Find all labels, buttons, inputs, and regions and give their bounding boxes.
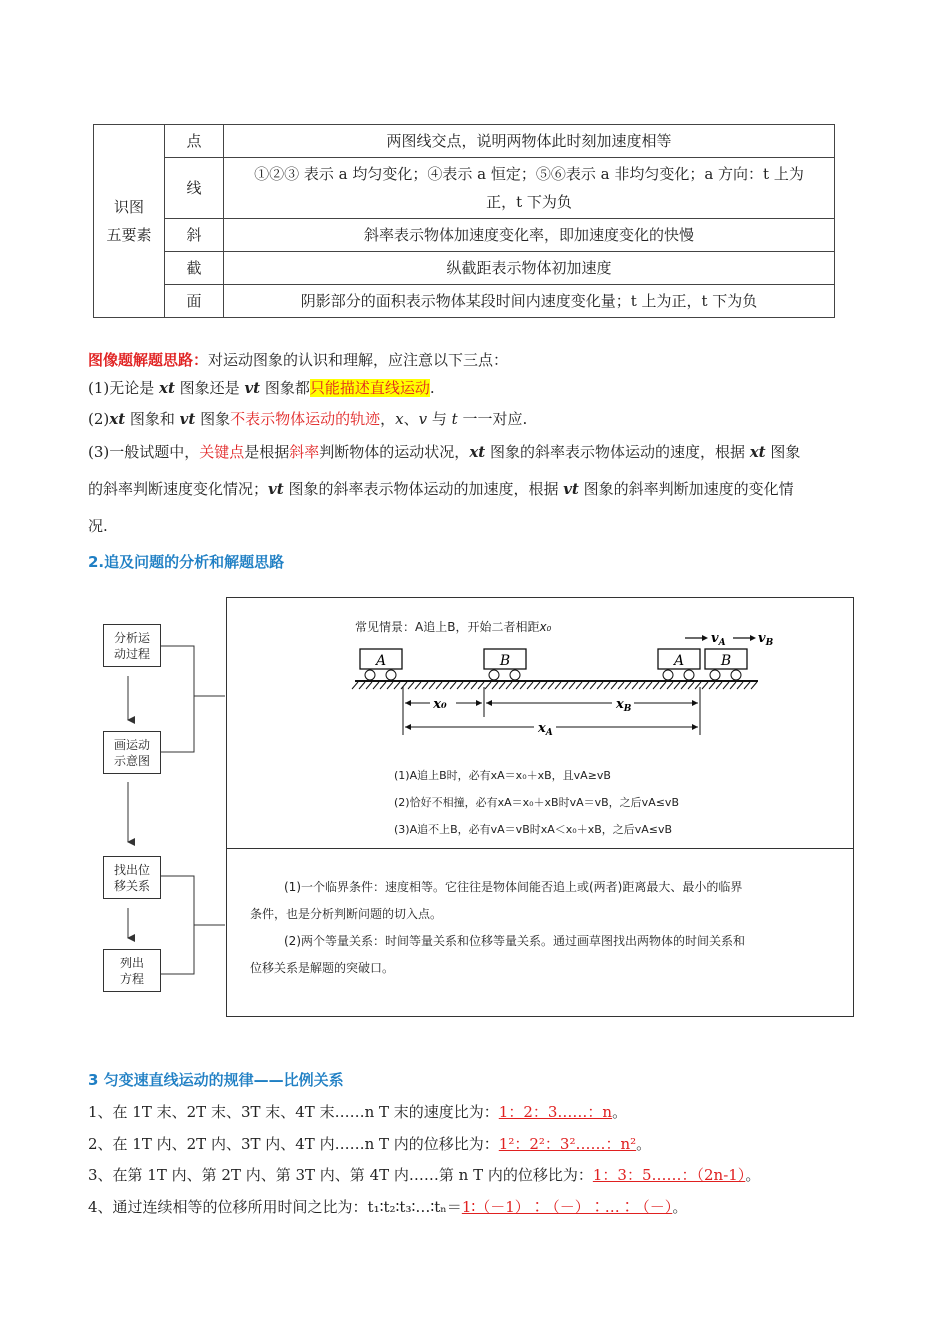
flow-connectors [90,590,230,1020]
hatch-mark [387,682,393,689]
hatch-mark [415,682,421,689]
hatch-mark [639,682,645,689]
hatch-mark [751,682,757,689]
hatch-mark [618,682,624,689]
hatch-mark [527,682,533,689]
note-2-line-2: 位移关系是解题的突破口。 [250,961,395,975]
tips-intro: 图像题解题思路：对运动图象的认识和理解，应注意以下三点： [88,351,509,369]
row-desc: 阴影部分的面积表示物体某段时间内速度变化量；t 上为正，t 下为负 [224,285,835,318]
car-b-end [705,649,747,680]
row-key: 截 [165,252,224,285]
hatch-mark [597,682,603,689]
hatch-mark [583,682,589,689]
hatch-mark [366,682,372,689]
hatch-mark [471,682,477,689]
condition-1: (1)A追上B时，必有xA＝x₀＋xB，且vA≥vB [394,769,611,782]
row-desc-line: 正，t 下为负 [486,193,572,211]
hatch-mark [737,682,743,689]
va-label: $v_A$ [711,631,726,648]
ratio-item: 2、在 1T 内、2T 内、3T 内、4T 内……n T 内的位移比为：1²：2²：3²……：n²。 [88,1135,652,1153]
row-key: 斜 [165,219,224,252]
hatch-mark [625,682,631,689]
hatch-mark [520,682,526,689]
note-1-line-2: 条件，也是分析判断问题的切入点。 [250,907,443,921]
hatch-mark [709,682,715,689]
tips-heading: 图像题解题思路： [88,351,209,369]
dim-xa [405,719,698,738]
group-label-2: 五要素 [106,226,152,244]
step-draw-diagram: 画运动 示意图 [103,731,161,774]
svg-text:A: A [673,653,685,669]
hatch-mark [576,682,582,689]
dim-x0 [405,695,482,712]
condition-2: (2)恰好不相撞，必有xA＝x₀＋xB时vA＝vB，之后vA≤vB [394,796,679,809]
note-1-line-1: (1)一个临界条件：速度相等。它往往是物体间能否追上或(两者)距离最大、最小的临界 [284,880,743,894]
hatch-mark [373,682,379,689]
row-desc [224,158,835,219]
condition-3: (3)A追不上B，必有vA＝vB时xA＜x₀＋xB，之后vA≤vB [394,823,673,836]
hatch-mark [688,682,694,689]
hatch-mark [660,682,666,689]
dim-xb [486,695,698,714]
hatch-mark [492,682,498,689]
step-write-equations: 列出 方程 [103,949,161,992]
row-desc: 斜率表示物体加速度变化率，即加速度变化的快慢 [224,219,835,252]
hatch-mark [653,682,659,689]
hatch-mark [555,682,561,689]
ratio-item: 1、在 1T 末、2T 末、3T 末、4T 末……n T 末的速度比为：1：2：3……：n。 [88,1103,628,1121]
svg-text:x₀: x₀ [433,697,447,712]
svg-text:A: A [375,653,387,669]
car-a-start [360,649,402,680]
car-a-end [658,649,700,680]
row-desc-line: ①②③ 表示 a 均匀变化；④表示 a 恒定；⑤⑥表示 a 非均匀变化；a 方向：t 上为 [254,165,804,183]
hatch-mark [744,682,750,689]
highlight: 只能描述直线运动 [309,379,430,397]
scenario-caption: 常见情景：A追上B，开始二者相距x₀ [355,620,552,634]
hatch-mark [506,682,512,689]
hatch-mark [450,682,456,689]
row-key: 点 [165,125,224,158]
hatch-mark [646,682,652,689]
step-analyze-motion: 分析运 动过程 [103,624,161,667]
ratio-item: 3、在第 1T 内、第 2T 内、第 3T 内、第 4T 内……第 n T 内的位移比为：1：3：5……：（2n-1）。 [88,1166,761,1184]
ground [352,681,758,689]
hatch-mark [359,682,365,689]
hatch-mark [674,682,680,689]
hatch-mark [541,682,547,689]
row-desc: 纵截距表示物体初加速度 [224,252,835,285]
velocity-b-arrow [733,635,756,641]
hatch-mark [548,682,554,689]
bracket-bottom [161,876,194,974]
hatch-mark [702,682,708,689]
vb-label: $v_B$ [758,631,774,648]
group-label-cell [94,125,165,318]
hatch-mark [436,682,442,689]
hatch-mark [485,682,491,689]
hatch-mark [611,682,617,689]
section2-heading: 2.追及问题的分析和解题思路 [88,553,285,571]
bracket-top [161,646,194,752]
hatch-mark [478,682,484,689]
hatch-mark [422,682,428,689]
five-elements-table [93,124,835,318]
hatch-mark [464,682,470,689]
hatch-mark [632,682,638,689]
tips-point-1: (1)无论是 xt 图象还是 vt 图象都只能描述直线运动. [88,379,435,397]
hatch-mark [394,682,400,689]
velocity-a-arrow [350,625,950,641]
hatch-mark [457,682,463,689]
hatch-mark [443,682,449,689]
hatch-mark [429,682,435,689]
analysis-divider [226,848,854,849]
svg-text:xA: $x_A$ [538,721,553,738]
step-find-displacement: 找出位 移关系 [103,856,161,899]
tips-point-3: (3)一般试题中，关键点是根据斜率判断物体的运动状况，xt 图象的斜率表示物体运动的速度，根据 xt 图象 的斜率判断速度变化情况；vt 图象的斜率表示物体运动的加速度，根据 vt 图象的斜率判断加速度的变化情 况. [88,443,801,535]
row-key: 线 [165,158,224,219]
hatch-mark [513,682,519,689]
note-2-line-1: (2)两个等量关系：时间等量关系和位移等量关系。通过画草图找出两物体的时间关系和 [284,934,746,948]
car-b-start [484,649,526,680]
group-label-1: 识图 [113,198,144,216]
notes [250,874,840,982]
hatch-mark [730,682,736,689]
row-desc: 两图线交点，说明两物体此时刻加速度相等 [224,125,835,158]
hatch-mark [499,682,505,689]
hatch-mark [723,682,729,689]
tips-point-2: (2)xt 图象和 vt 图象不表示物体运动的轨迹，x、v 与 t 一一对应. [88,410,528,428]
chase-diagram [350,625,774,740]
hatch-mark [716,682,722,689]
hatch-mark [562,682,568,689]
hatch-mark [380,682,386,689]
hatch-mark [352,682,358,689]
hatch-mark [667,682,673,689]
svg-text:B: B [720,653,732,669]
section3-heading: 3 匀变速直线运动的规律——比例关系 [88,1071,344,1089]
row-key: 面 [165,285,224,318]
hatch-mark [569,682,575,689]
hatch-mark [408,682,414,689]
conditions [394,762,679,843]
hatch-mark [534,682,540,689]
svg-text:xB: $x_B$ [616,697,632,714]
hatch-mark [681,682,687,689]
hatch-mark [590,682,596,689]
hatch-mark [604,682,610,689]
svg-text:B: B [499,653,511,669]
hatch-mark [401,682,407,689]
ratio-item: 4、通过连续相等的位移所用时间之比为：t₁∶t₂∶t₃∶…∶tₙ＝1∶（－1）∶（－）∶…∶（－）。 [88,1198,688,1216]
